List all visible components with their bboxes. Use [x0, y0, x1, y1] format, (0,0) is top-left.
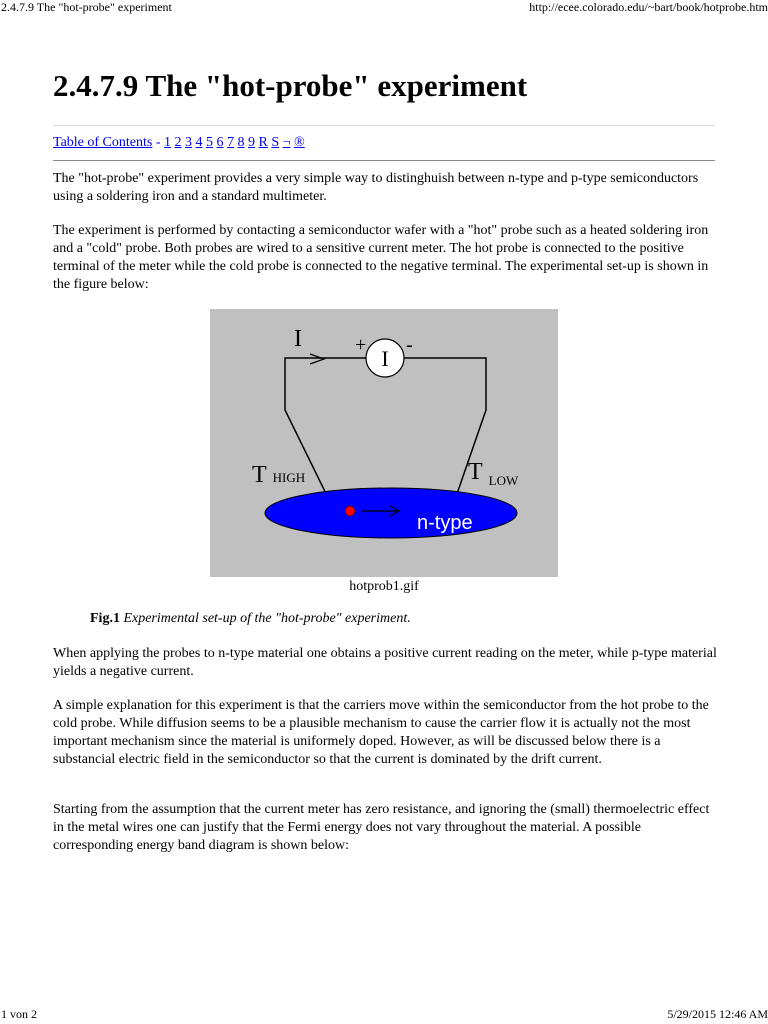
- figure-caption-text: Experimental set-up of the "hot-probe" experiment.: [123, 611, 411, 626]
- hot-probe-setup-figure: [210, 309, 558, 577]
- meter-label: I: [381, 346, 389, 371]
- study-guide-link[interactable]: S: [271, 135, 280, 150]
- chapter-link-7[interactable]: 7: [227, 135, 235, 150]
- material-label: n-type: [417, 512, 473, 534]
- toc-separator: -: [152, 135, 165, 150]
- carrier-dot-icon: [345, 506, 355, 516]
- print-header-url: http://ecee.colorado.edu/~bart/book/hotprobe.htm: [529, 0, 768, 14]
- paragraph-explanation: A simple explanation for this experiment is that the carriers move within the semiconductor from the hot probe to the cold probe. While diffusion seems to be a plausible mechanism to cause the carrier flow it is actually not the most important mechanism since the material is uniformely doped. However, as will be discussed below there is a substancial electric field in the semiconductor so that the current is dominated by the drift current.: [53, 698, 709, 767]
- copyright-link[interactable]: ®: [294, 135, 305, 150]
- positive-terminal-label: +: [355, 334, 367, 356]
- chapter-link-3[interactable]: 3: [185, 135, 193, 150]
- nav-divider: [53, 160, 715, 161]
- figure-file-caption: hotprob1.gif: [349, 579, 419, 594]
- cold-probe-label-main: T: [468, 459, 483, 485]
- chapter-link-4[interactable]: 4: [195, 135, 203, 150]
- toc-link[interactable]: Table of Contents: [53, 135, 153, 150]
- paragraph-intro: The "hot-probe" experiment provides a very simple way to distinghuish between n-type and p-type semiconductors using a soldering iron and a standard multimeter.: [53, 171, 699, 204]
- figure-caption: [90, 610, 411, 628]
- chapter-link-2[interactable]: 2: [174, 135, 182, 150]
- references-link[interactable]: R: [258, 135, 268, 150]
- paragraph-fermi: Starting from the assumption that the current meter has zero resistance, and ignoring the (small) thermoelectric effect in the metal wires one can justify that the Fermi energy does not vary throughout the material. A possible corresponding energy band diagram is shown below:: [53, 802, 710, 853]
- chapter-link-8[interactable]: 8: [237, 135, 245, 150]
- chapter-link-5[interactable]: 5: [206, 135, 214, 150]
- hot-probe-label-main: T: [252, 462, 267, 488]
- negative-terminal-label: -: [406, 334, 413, 356]
- figure-caption-label: Fig.1: [90, 611, 120, 626]
- chapter-link-1[interactable]: 1: [164, 135, 172, 150]
- page-title: 2.4.7.9 The "hot-probe" experiment: [53, 68, 528, 103]
- print-footer: [0, 1007, 768, 1021]
- table-of-contents-nav: [53, 134, 305, 152]
- cold-probe-label-sub: LOW: [488, 473, 519, 488]
- equations-link[interactable]: ¬: [282, 135, 291, 150]
- page-number: 1 von 2: [1, 1007, 37, 1021]
- chapter-link-6[interactable]: 6: [216, 135, 224, 150]
- top-divider: [53, 125, 715, 126]
- paragraph-setup: The experiment is performed by contacting a semiconductor wafer with a "hot" probe such as a heated soldering iron and a "cold" probe. Both probes are wired to a sensitive current meter. The hot probe is connected to the positive terminal of the meter while the cold probe is connected to the negative terminal. The experimental set-up is shown in the figure below:: [53, 223, 709, 292]
- print-datetime: 5/29/2015 12:46 AM: [667, 1007, 768, 1021]
- print-header: [0, 0, 768, 14]
- chapter-link-9[interactable]: 9: [248, 135, 256, 150]
- hot-probe-label-sub: HIGH: [272, 470, 306, 485]
- paragraph-result: When applying the probes to n-type material one obtains a positive current reading on the meter, while p-type material yields a negative current.: [53, 646, 717, 679]
- print-header-title: 2.4.7.9 The "hot-probe" experiment: [1, 0, 172, 14]
- semiconductor-wafer: [265, 488, 517, 538]
- current-label: I: [294, 326, 302, 352]
